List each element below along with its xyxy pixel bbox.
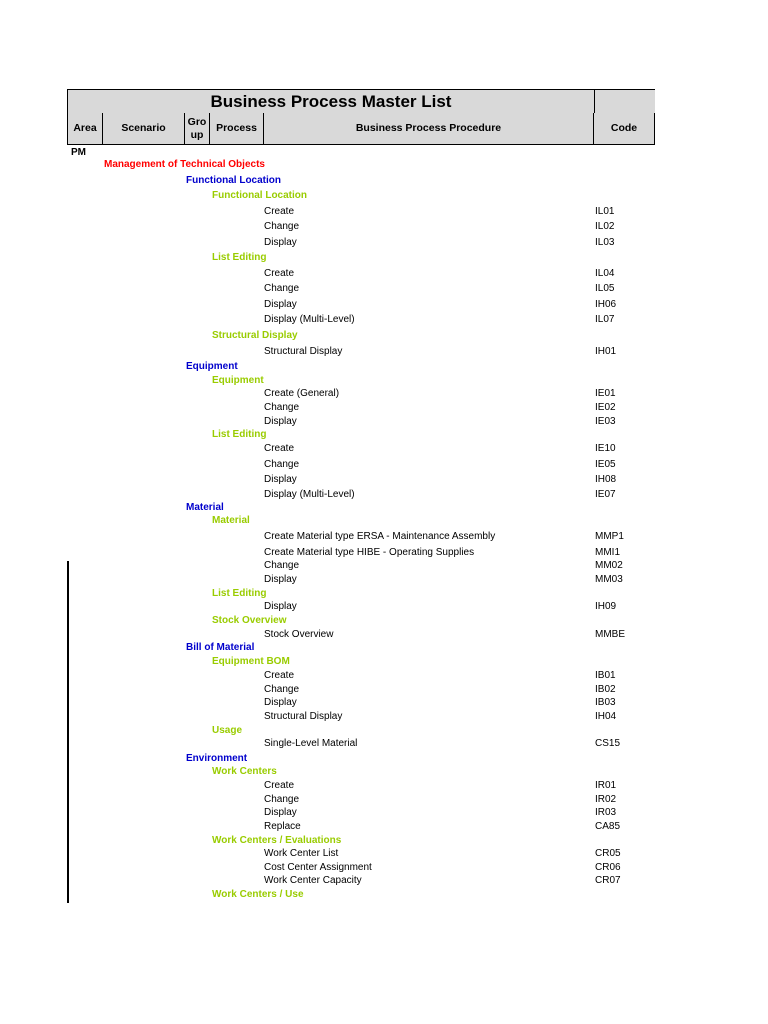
procedure-label: Cost Center Assignment xyxy=(264,862,372,873)
procedure-label: Display (Multi-Level) xyxy=(264,314,355,325)
procedure-label: Create Material type HIBE - Operating Supplies xyxy=(264,547,475,558)
procedure-label: Change xyxy=(264,560,300,571)
procedure-label: Change xyxy=(264,221,300,232)
group-label: Environment xyxy=(186,753,248,764)
procedure-label: Create xyxy=(264,670,295,681)
column-header-scenario: Scenario xyxy=(103,113,185,144)
procedure-label: Single-Level Material xyxy=(264,738,358,749)
column-header-area: Area xyxy=(68,113,103,144)
transaction-code: IL05 xyxy=(595,283,615,294)
transaction-code: MMBE xyxy=(595,629,625,640)
page-title: Business Process Master List xyxy=(210,92,452,111)
process-label: List Editing xyxy=(212,252,267,263)
column-header-process: Process xyxy=(210,113,264,144)
process-label: Structural Display xyxy=(212,330,298,341)
transaction-code: IR02 xyxy=(595,794,617,805)
transaction-code: IE01 xyxy=(595,388,616,399)
process-label: Work Centers / Evaluations xyxy=(212,835,342,846)
transaction-code: IB02 xyxy=(595,684,616,695)
procedure-label: Display xyxy=(264,601,297,612)
process-label: Equipment BOM xyxy=(212,656,290,667)
procedure-label: Work Center List xyxy=(264,848,339,859)
process-label: Equipment xyxy=(212,375,264,386)
table-header xyxy=(67,89,654,145)
transaction-code: CR07 xyxy=(595,875,621,886)
left-border-line xyxy=(67,561,69,903)
procedure-label: Change xyxy=(264,402,300,413)
transaction-code: IL04 xyxy=(595,268,615,279)
transaction-code: CR06 xyxy=(595,862,621,873)
procedure-label: Create Material type ERSA - Maintenance Assembly xyxy=(264,531,496,542)
group-label: Bill of Material xyxy=(186,642,255,653)
transaction-code: IR03 xyxy=(595,807,617,818)
procedure-label: Create xyxy=(264,443,295,454)
procedure-label: Structural Display xyxy=(264,346,343,357)
transaction-code: IB03 xyxy=(595,697,616,708)
transaction-code: IE07 xyxy=(595,489,616,500)
transaction-code: IH06 xyxy=(595,299,617,310)
process-label: Work Centers xyxy=(212,766,277,777)
procedure-label: Change xyxy=(264,794,300,805)
procedure-label: Create xyxy=(264,206,295,217)
column-header-code: Code xyxy=(610,122,638,134)
procedure-label: Display xyxy=(264,807,297,818)
procedure-label: Display (Multi-Level) xyxy=(264,489,355,500)
title-row xyxy=(67,89,655,114)
title-code-cell xyxy=(594,90,655,113)
procedure-label: Change xyxy=(264,684,300,695)
transaction-code: MM02 xyxy=(595,560,623,571)
procedure-label: Change xyxy=(264,459,300,470)
process-label: Material xyxy=(212,515,250,526)
procedure-label: Display xyxy=(264,474,297,485)
transaction-code: IB01 xyxy=(595,670,616,681)
process-label: List Editing xyxy=(212,588,267,599)
procedure-label: Display xyxy=(264,416,297,427)
group-label: Equipment xyxy=(186,361,238,372)
scenario-label: Management of Technical Objects xyxy=(104,159,265,170)
procedure-label: Display xyxy=(264,237,297,248)
transaction-code: IE03 xyxy=(595,416,616,427)
procedure-label: Create xyxy=(264,780,295,791)
process-label: Stock Overview xyxy=(212,615,287,626)
transaction-code: CS15 xyxy=(595,738,621,749)
procedure-label: Display xyxy=(264,299,297,310)
transaction-code: IE10 xyxy=(595,443,616,454)
procedure-label: Create xyxy=(264,268,295,279)
transaction-code: IE02 xyxy=(595,402,616,413)
transaction-code: CR05 xyxy=(595,848,621,859)
transaction-code: IH09 xyxy=(595,601,617,612)
transaction-code: MMP1 xyxy=(595,531,624,542)
procedure-label: Change xyxy=(264,283,300,294)
transaction-code: CA85 xyxy=(595,821,621,832)
transaction-code: IL07 xyxy=(595,314,615,325)
transaction-code: IL01 xyxy=(595,206,615,217)
column-header-row xyxy=(67,113,655,145)
procedure-label: Structural Display xyxy=(264,711,343,722)
procedure-label: Stock Overview xyxy=(264,629,334,640)
transaction-code: IH01 xyxy=(595,346,617,357)
procedure-label: Work Center Capacity xyxy=(264,875,362,886)
process-label: Functional Location xyxy=(212,190,307,201)
transaction-code: IH08 xyxy=(595,474,617,485)
process-label: List Editing xyxy=(212,429,267,440)
process-label: Work Centers / Use xyxy=(212,889,304,900)
procedure-label: Display xyxy=(264,574,297,585)
transaction-code: IL03 xyxy=(595,237,615,248)
procedure-label: Replace xyxy=(264,821,301,832)
transaction-code: IL02 xyxy=(595,221,615,232)
procedure-label: Create (General) xyxy=(264,388,340,399)
group-label: Material xyxy=(186,502,224,513)
transaction-code: MMI1 xyxy=(595,547,620,558)
transaction-code: IE05 xyxy=(595,459,616,470)
area-label: PM xyxy=(71,147,86,158)
column-header-group: Gro up xyxy=(185,113,210,144)
group-label: Functional Location xyxy=(186,175,281,186)
transaction-code: MM03 xyxy=(595,574,623,585)
column-header-procedure: Business Process Procedure xyxy=(264,113,594,144)
procedure-label: Display xyxy=(264,697,297,708)
process-label: Usage xyxy=(212,725,243,736)
transaction-code: IR01 xyxy=(595,780,617,791)
transaction-code: IH04 xyxy=(595,711,617,722)
